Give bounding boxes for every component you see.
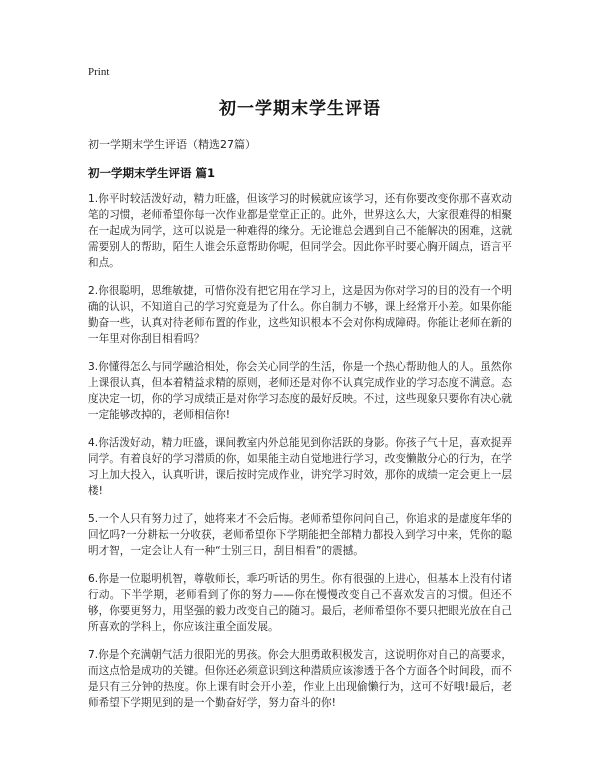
page-title: 初一学期末学生评语 <box>219 99 381 119</box>
document-subtitle: 初一学期末学生评语（精选27篇） <box>88 138 256 151</box>
comment-paragraph-2: 2.你很聪明，思维敏捷，可惜你没有把它用在学习上，这是因为你对学习的目的没有一个明确的认识，不知道自己的学习究竟是为了什么。你自制力不够，课上经常开小差。如果你能勤奋一些，认真对待老师布置的作业，这些知识根本不会对你构成障碍。你能让老师在新的一年里对你刮目相看吗？ <box>88 285 512 345</box>
section-heading: 初一学期末学生评语 篇1 <box>88 166 216 180</box>
comment-paragraph-3: 3.你懂得怎么与同学融洽相处，你会关心同学的生活，你是一个热心帮助他人的人。虽然你上课很认真，但本着精益求精的原则，老师还是对你不认真完成作业的学习态度不满意。态度决定一切，你的学习成绩正是对你学习态度的最好反映。不过，这些现象只要你有决心就一定能够改掉的，老师相信你! <box>88 361 512 421</box>
comment-paragraph-4: 4.你活泼好动，精力旺盛，课间教室内外总能见到你活跃的身影。你孩子气十足，喜欢捉弄同学。有着良好的学习潜质的你，如果能主动自觉地进行学习，改变懒散分心的行为，在学习上加大投入，认真听讲，课后按时完成作业，讲究学习时效，那你的成绩一定会更上一层楼! <box>88 437 512 497</box>
comment-paragraph-1: 1.你平时较活泼好动，精力旺盛，但该学习的时候就应该学习，还有你要改变你那不喜欢动笔的习惯，老师希望你每一次作业都是堂堂正正的。此外，世界这么大，大家很难得的相聚在一起成为同学，这可以说是一种难得的缘分。无论谁总会遇到自己不能解决的困难，这就需要别人的帮助，陌生人谁会乐意帮助你呢，但同学会。因此你平时要心胸开阔点，语言平和点。 <box>88 193 512 269</box>
comment-paragraph-5: 5.一个人只有努力过了，她将来才不会后悔。老师希望你问问自己，你追求的是虚度年华的回忆吗?一分耕耘一分收获，老师希望你下学期能把全部精力都投入到学习中来，凭你的聪明才智，一定会让人有一种“士别三日，刮目相看”的震撼。 <box>88 513 512 557</box>
comment-paragraph-6: 6.你是一位聪明机智，尊敬师长，乖巧听话的男生。你有很强的上进心，但基本上没有付诸行动。下半学期，老师看到了你的努力——你在慢慢改变自己不喜欢发言的习惯。但还不够，你要更努力，用坚强的毅力改变自己的随习。最后，老师希望你不要只把眼光放在自己所喜欢的学科上，你应该注重全面发展。 <box>88 573 512 633</box>
comment-paragraph-7: 7.你是个充满朝气活力很阳光的男孩。你会大胆勇敢积极发言，这说明你对自己的高要求，而这点恰是成功的关键。但你还必须意识到这种潜质应该渗透于各个方面各个时间段，而不是只有三分钟的热度。你上课有时会开小差，作业上出现偷懒行为，这可不好哦!最后，老师希望下学期见到的是一个勤奋好学，努力奋斗的你! <box>88 649 512 709</box>
print-link[interactable]: Print <box>88 66 110 78</box>
